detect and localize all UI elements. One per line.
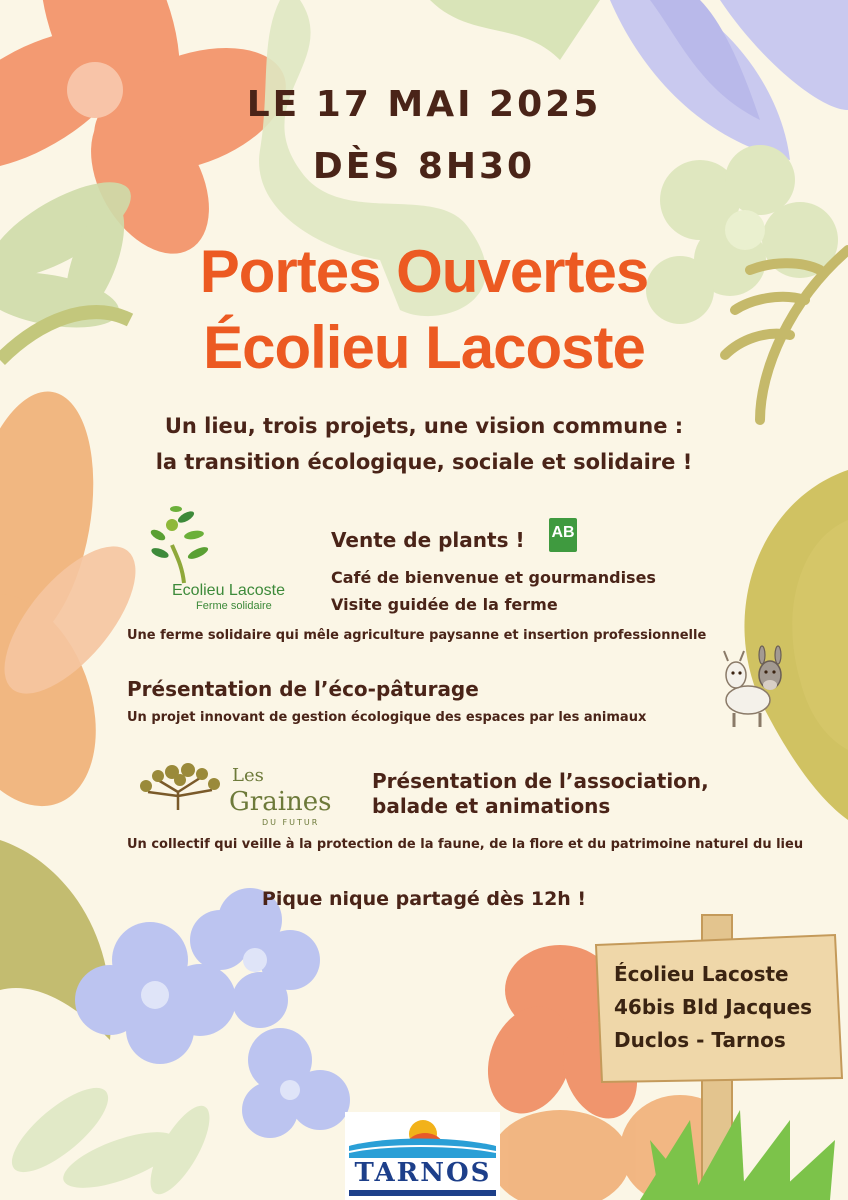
goat-donkey-illustration <box>718 645 793 730</box>
tagline-line-1: Un lieu, trois projets, une vision commune : <box>164 414 684 438</box>
tarnos-logo-text: TARNOS <box>354 1158 492 1188</box>
ecolieu-tree-logo <box>146 505 226 585</box>
picnic-text: Pique nique partagé dès 12h ! <box>261 888 587 910</box>
graines-tree-logo <box>128 762 228 812</box>
title-line-1: Portes Ouvertes <box>199 238 649 305</box>
ferme-item-cafe: Café de bienvenue et gourmandises <box>331 568 656 587</box>
ab-label-badge: AB <box>549 518 577 552</box>
address-line-1: Écolieu Lacoste <box>614 962 789 986</box>
graines-logo-graines: Graines <box>229 787 332 817</box>
address-line-3: Duclos - Tarnos <box>614 1028 786 1052</box>
ecopaturage-description: Un projet innovant de gestion écologique des espaces par les animaux <box>127 710 647 725</box>
address-line-2: 46bis Bld Jacques <box>614 995 813 1019</box>
ferme-description: Une ferme solidaire qui mêle agriculture paysanne et insertion professionnelle <box>127 628 707 643</box>
graines-logo-les: Les <box>232 765 264 786</box>
ferme-item-visite: Visite guidée de la ferme <box>331 595 558 614</box>
event-date: LE 17 MAI 2025 <box>246 84 602 125</box>
graines-heading-line-2: balade et animations <box>372 794 611 818</box>
graines-heading-line-1: Présentation de l’association, <box>372 769 709 793</box>
title-line-2: Écolieu Lacoste <box>203 314 645 381</box>
tagline-line-2: la transition écologique, sociale et solidaire ! <box>155 450 693 474</box>
graines-logo-futur: DU FUTUR <box>262 818 320 827</box>
ecolieu-logo-subtitle: Ferme solidaire <box>196 600 272 612</box>
vente-plants-heading: Vente de plants ! <box>331 528 525 552</box>
ecolieu-logo-name: Ecolieu Lacoste <box>172 582 285 599</box>
ecopaturage-heading: Présentation de l’éco-pâturage <box>127 677 479 701</box>
event-time: DÈS 8H30 <box>312 146 536 187</box>
graines-description: Un collectif qui veille à la protection de la faune, de la flore et du patrimoine naturel du lieu <box>127 837 804 852</box>
